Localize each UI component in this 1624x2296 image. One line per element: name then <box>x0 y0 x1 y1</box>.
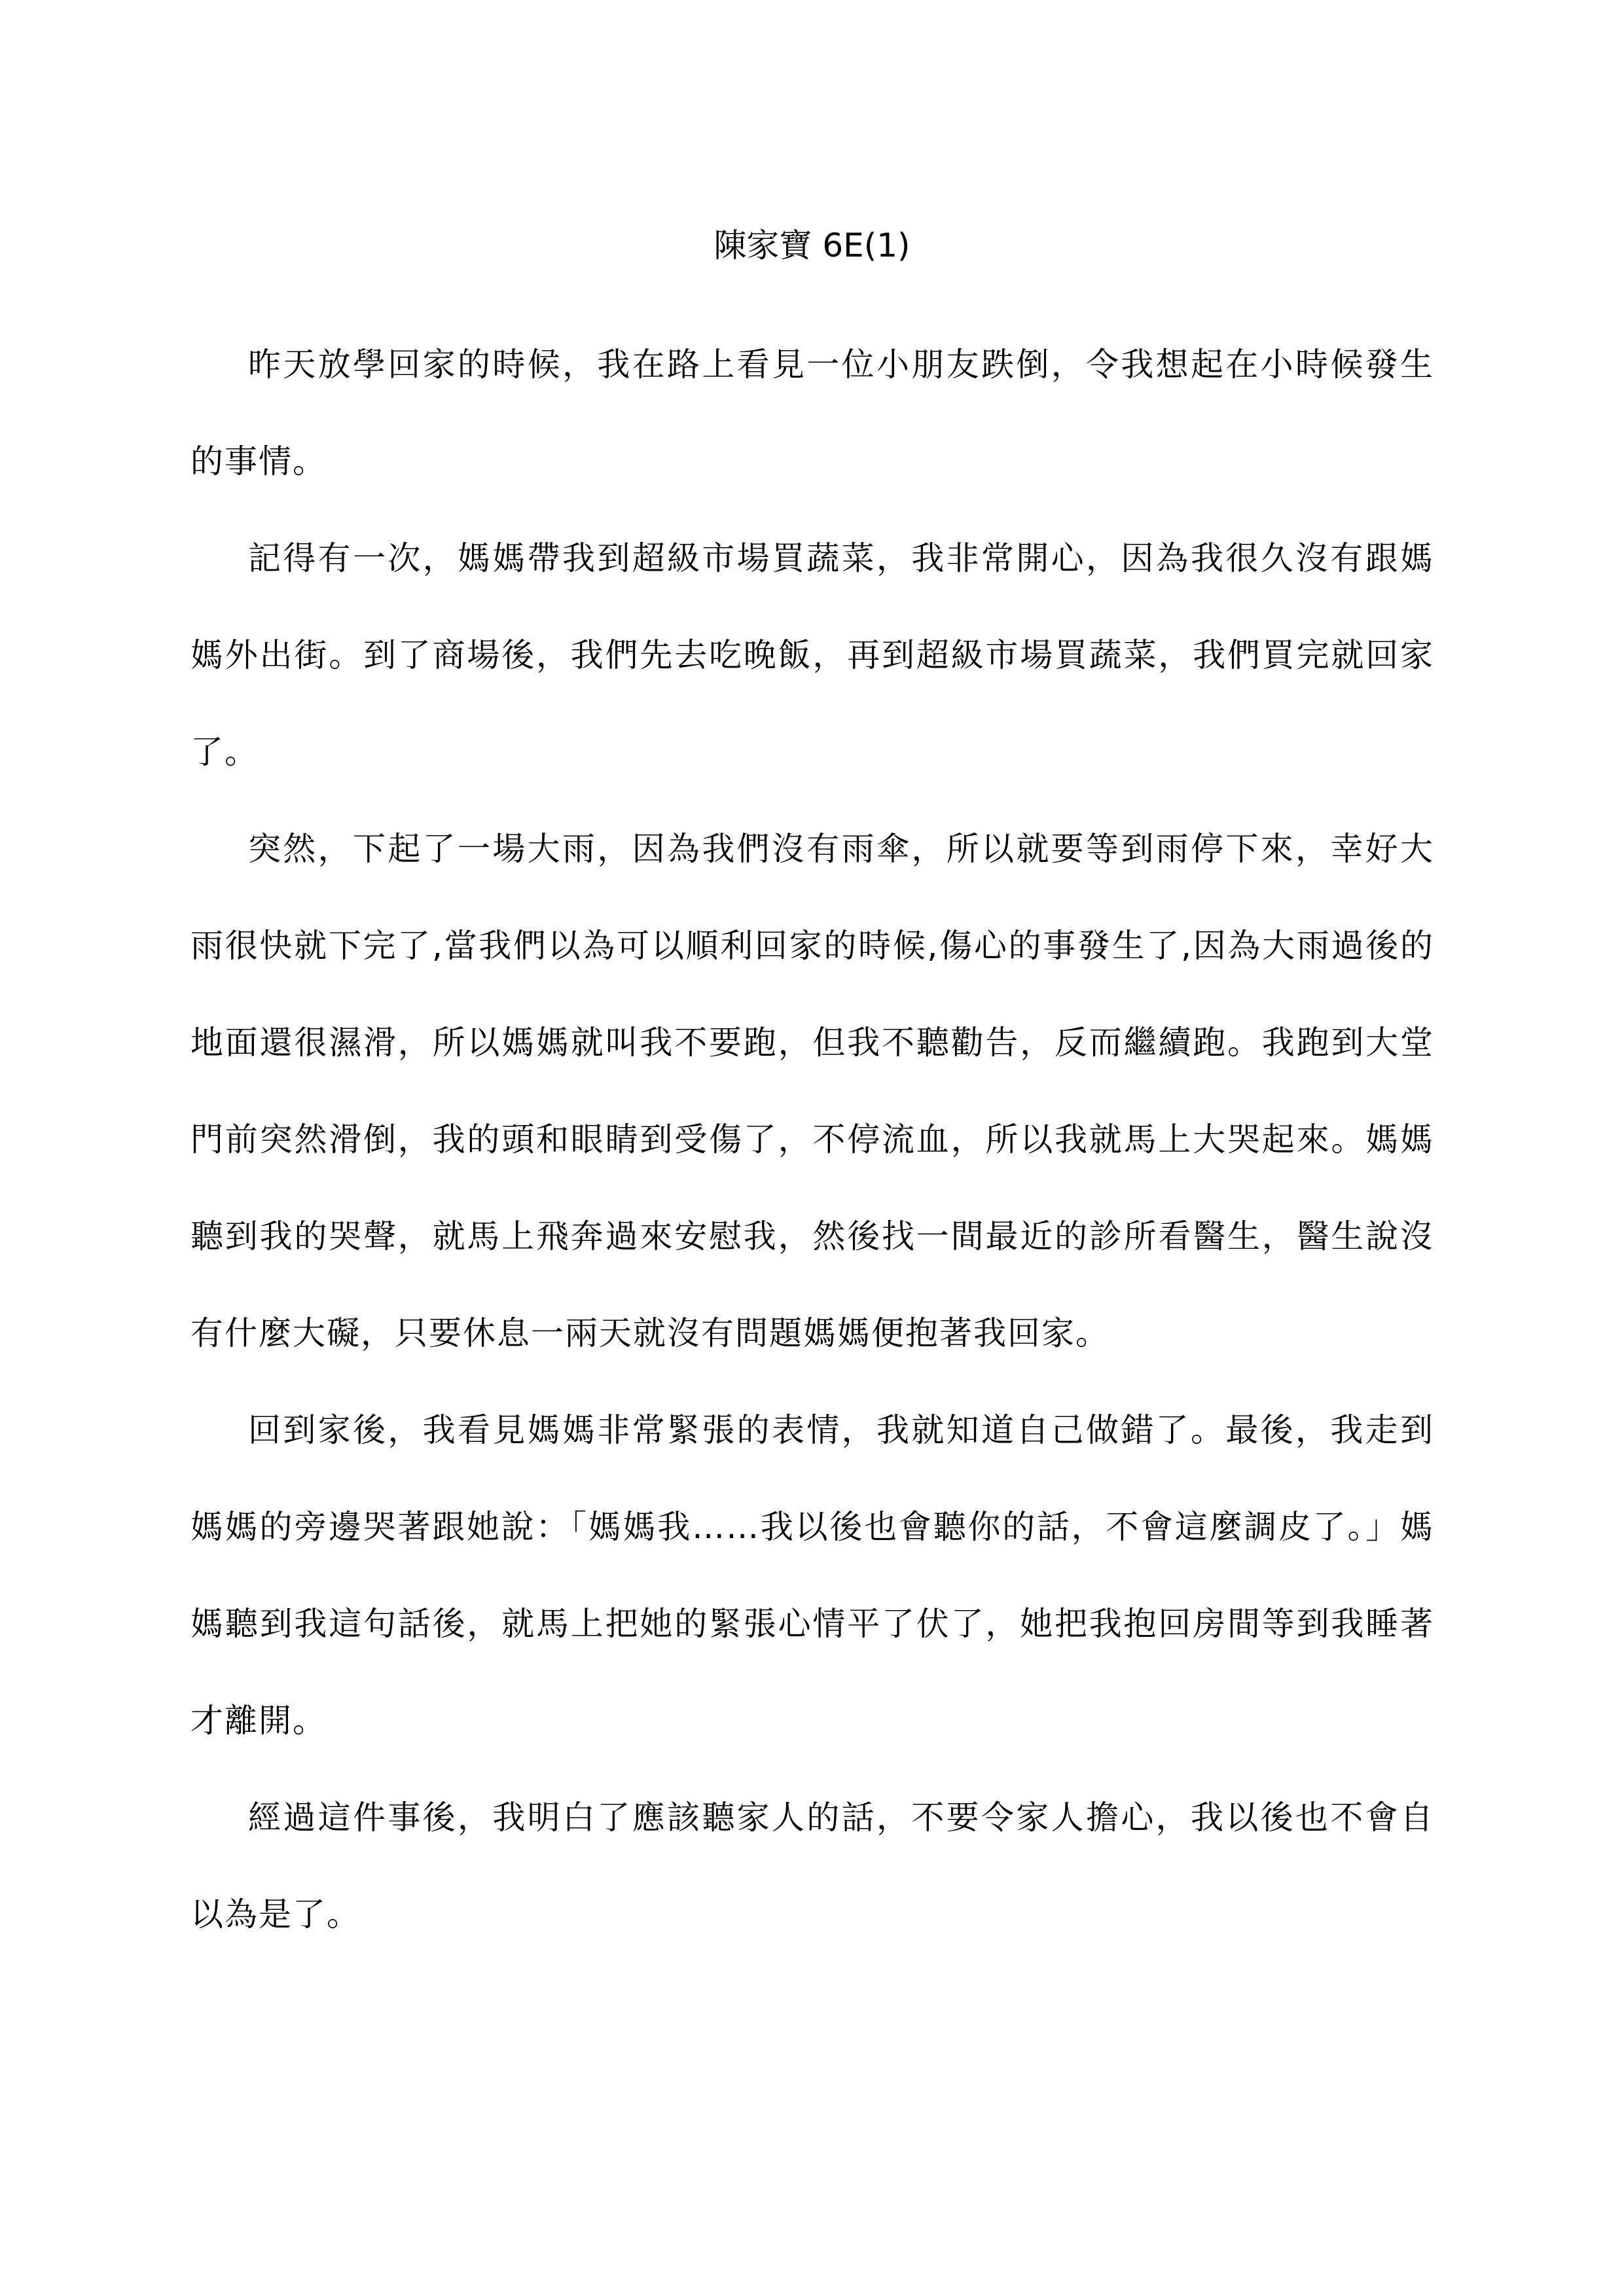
paragraph-4: 回到家後，我看見媽媽非常緊張的表情，我就知道自己做錯了。最後，我走到媽媽的旁邊哭著跟她說：「媽媽我……我以後也會聽你的話，不會這麼調皮了。」媽媽聽到我這句話後，就馬上把她的緊張心情平了伏了，她把我抱回房間等到我睡著才離開。 <box>190 1411 1434 1740</box>
essay-body <box>190 316 1434 1963</box>
paragraph-5: 經過這件事後，我明白了應該聽家人的話，不要令家人擔心，我以後也不會自以為是了。 <box>190 1799 1434 1933</box>
paragraph-1: 昨天放學回家的時候，我在路上看見一位小朋友跌倒，令我想起在小時候發生的事情。 <box>190 346 1434 480</box>
document-title: 陳家寶 6E(1) <box>713 226 911 264</box>
paragraph-3: 突然，下起了一場大雨，因為我們沒有雨傘，所以就要等到雨停下來，幸好大雨很快就下完了,當我們以為可以順利回家的時候,傷心的事發生了,因為大雨過後的地面還很濕滑，所以媽媽就叫我不要跑，但我不聽勸告，反而繼續跑。我跑到大堂門前突然滑倒，我的頭和眼睛到受傷了，不停流血，所以我就馬上大哭起來。媽媽聽到我的哭聲，就馬上飛奔過來安慰我，然後找一間最近的診所看醫生，醫生說沒有什麼大礙，只要休息一兩天就沒有問題媽媽便抱著我回家。 <box>190 830 1434 1352</box>
paragraph-2: 記得有一次，媽媽帶我到超級市場買蔬菜，我非常開心，因為我很久沒有跟媽媽外出街。到了商場後，我們先去吃晚飯，再到超級市場買蔬菜，我們買完就回家了。 <box>190 539 1434 771</box>
